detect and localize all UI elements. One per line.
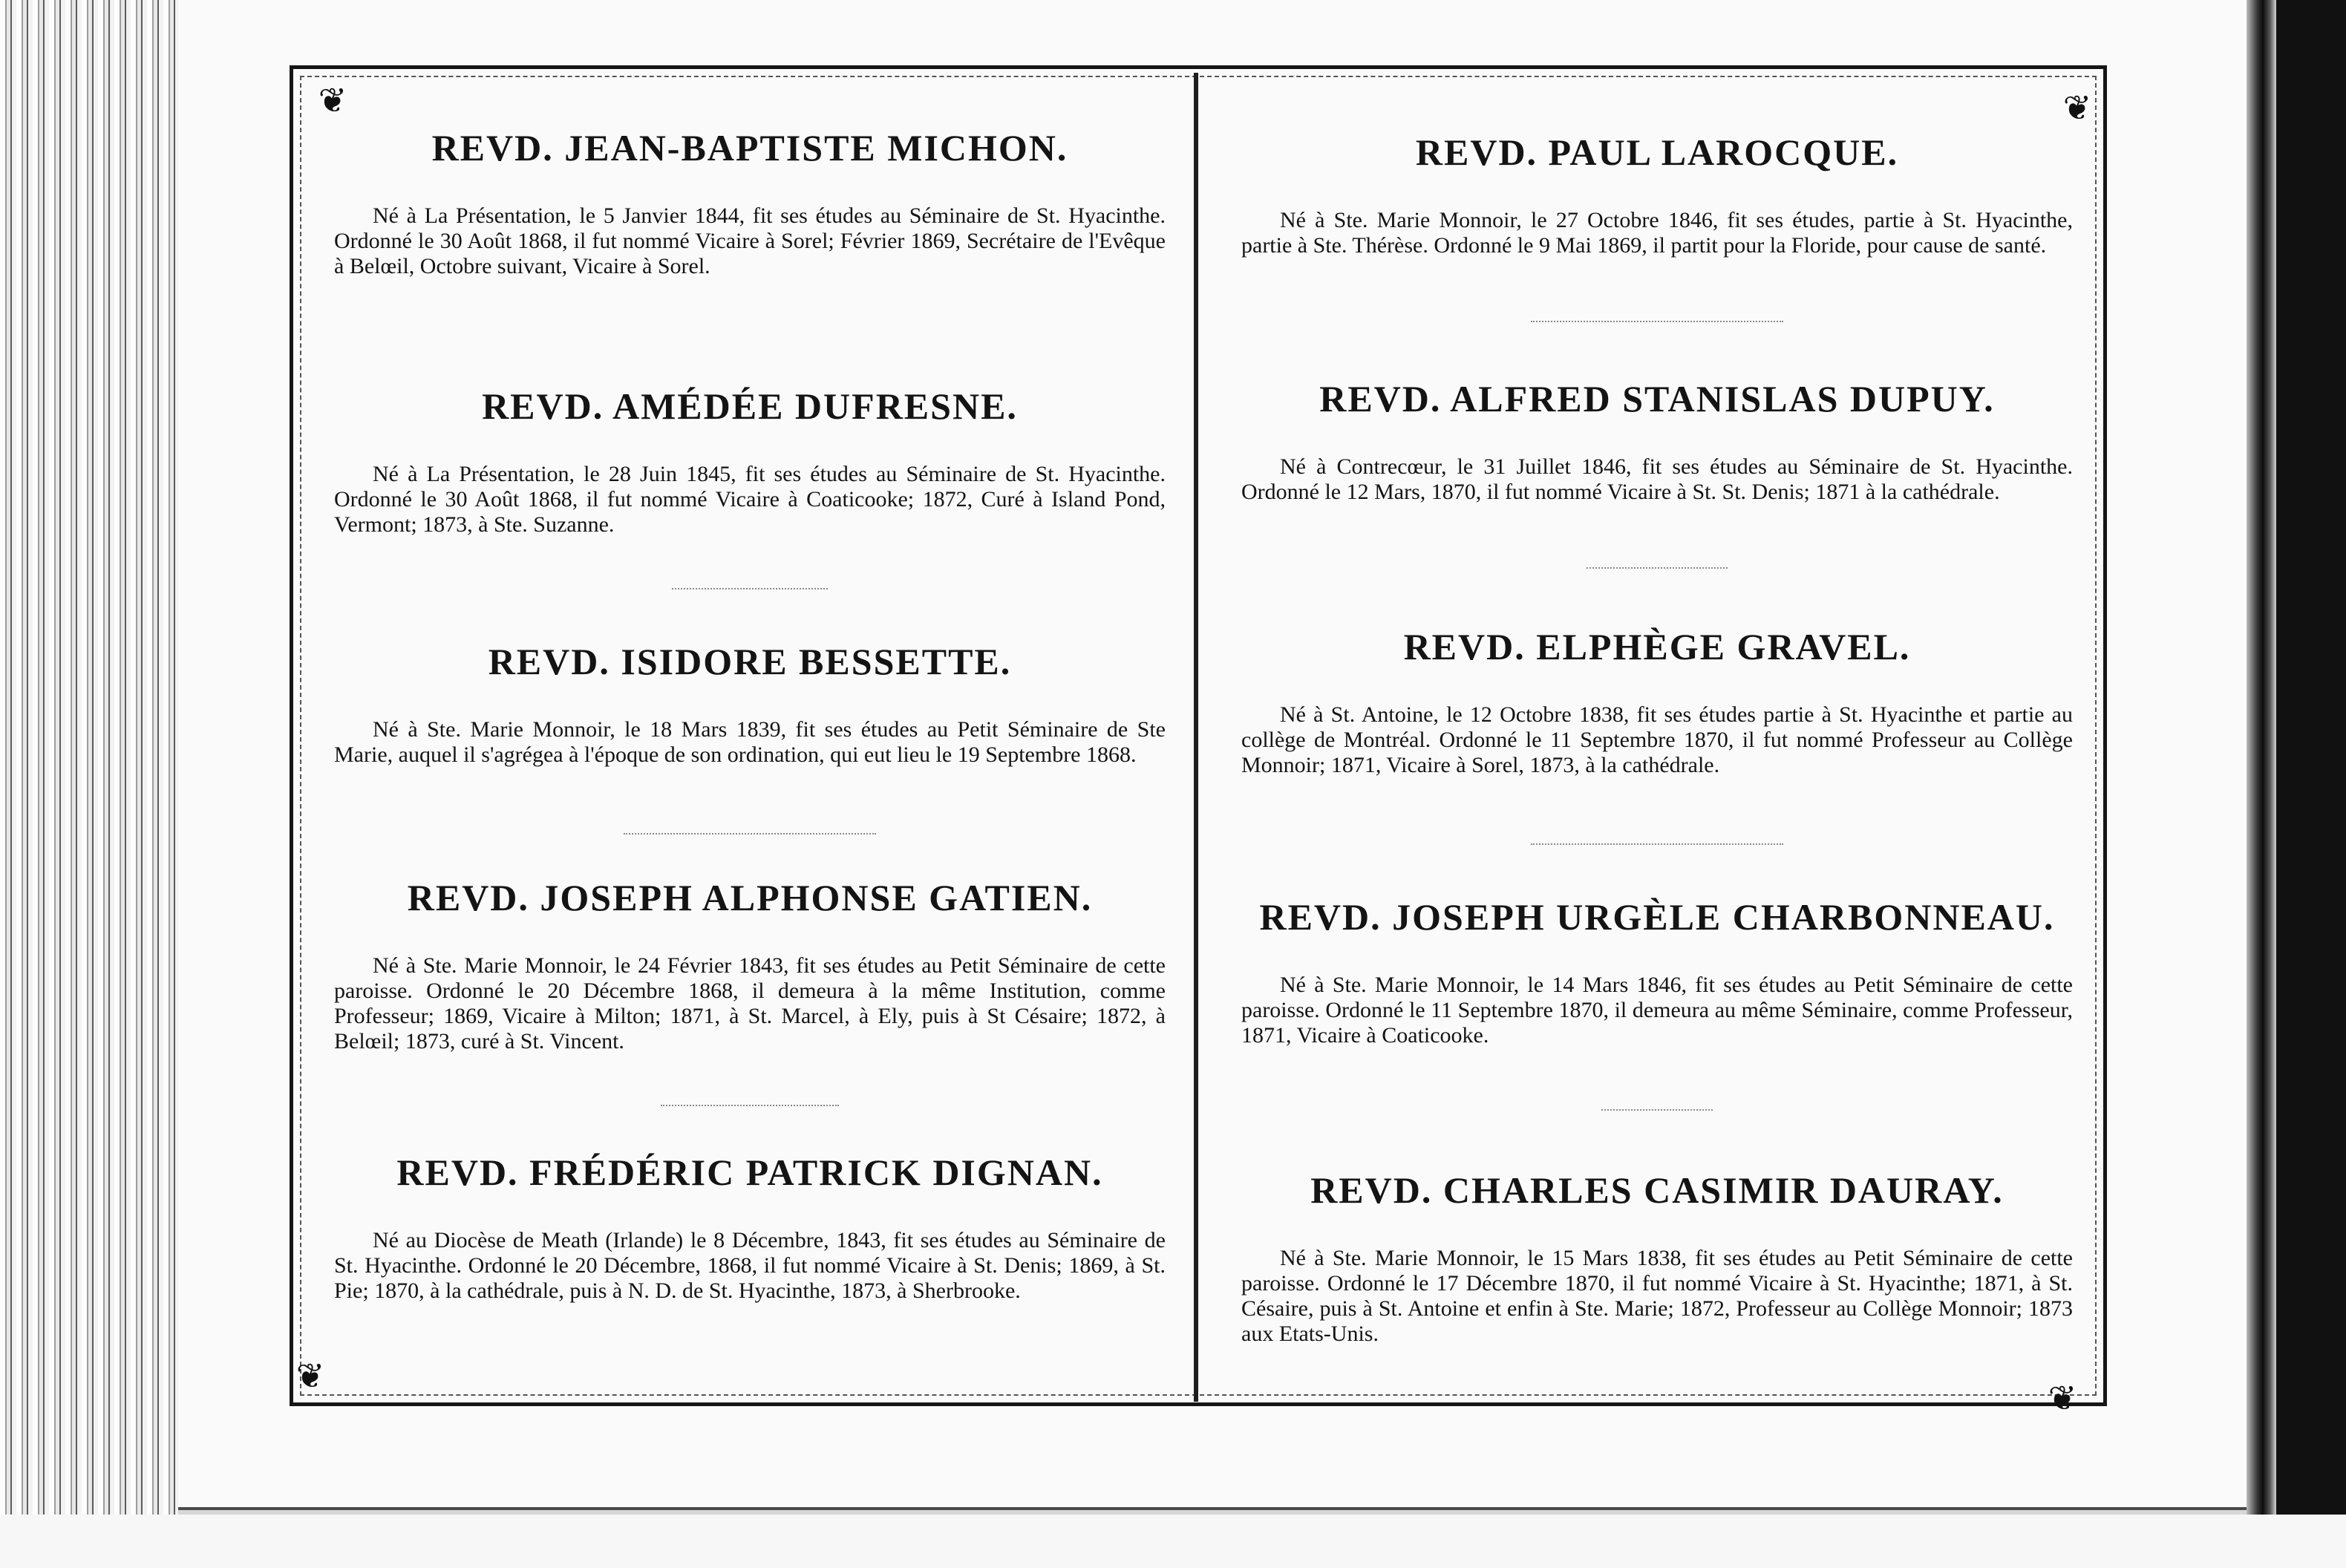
entry-heading: REVD. PAUL LAROCQUE. [1415, 131, 1899, 173]
entry-text: Né à Ste. Marie Monnoir, le 18 Mars 1839, fit ses études au Petit Séminaire de Ste Marie, auquel il s'agrégea à l'époque de son ordination, qui eut lieu le 19 Septembre 1868. [334, 717, 1166, 767]
entry-heading: REVD. JEAN-BAPTISTE MICHON. [431, 127, 1068, 169]
entry-text: Né à St. Antoine, le 12 Octobre 1838, fit ses études partie à St. Hyacinthe et partie au collège de Montréal. Ordonné le 11 Septembre 1870, il fut nommé Professeur au Collège Monnoir; 1871, Vicaire à Sorel, 1873, à la cathédrale. [1241, 702, 2073, 777]
entry-text: Né à Ste. Marie Monnoir, le 27 Octobre 1846, fit ses études, partie à St. Hyacinthe, partie à Ste. Thérèse. Ordonné le 9 Mai 1869, il partit pour la Floride, pour cause de santé. [1241, 208, 2073, 258]
entry-heading: REVD. AMÉDÉE DUFRESNE. [482, 385, 1018, 427]
entry-heading: REVD. FRÉDÉRIC PATRICK DIGNAN. [396, 1152, 1103, 1193]
book-spine [2247, 0, 2276, 1568]
entry-heading: REVD. ELPHÈGE GRAVEL. [1403, 626, 1911, 667]
biography-entry [1241, 131, 2073, 258]
column-divider [1194, 73, 1198, 1402]
entry-heading: REVD. JOSEPH ALPHONSE GATIEN. [407, 877, 1093, 918]
entry-text: Né à Ste. Marie Monnoir, le 14 Mars 1846, fit ses études au Petit Séminaire de cette paroisse. Ordonné le 11 Septembre 1870, il demeura au même Séminaire, comme Professeur, 1871, Vicaire à Coaticooke. [1241, 973, 2073, 1048]
corner-ornament-icon: ❦ [295, 1357, 325, 1395]
entry-heading: REVD. JOSEPH URGÈLE CHARBONNEAU. [1259, 896, 2055, 938]
entry-text: Né à La Présentation, le 28 Juin 1845, fit ses études au Séminaire de St. Hyacinthe. Ordonné le 30 Août 1868, il fut nommé Vicaire à Coaticooke; 1872, Curé à Island Pond, Vermont; 1873, à Ste. Suzanne. [334, 462, 1166, 537]
biography-entry [334, 385, 1166, 538]
biography-entry [334, 876, 1166, 1054]
corner-ornament-icon: ❦ [2048, 1379, 2077, 1417]
corner-ornament-icon: ❦ [2062, 89, 2092, 127]
separator-rule [1531, 321, 1783, 322]
biography-entry [1241, 895, 2073, 1048]
entry-heading: REVD. CHARLES CASIMIR DAURAY. [1310, 1169, 2004, 1211]
entry-text: Né à La Présentation, le 5 Janvier 1844, fit ses études au Séminaire de St. Hyacinthe. Ordonné le 30 Août 1868, il fut nommé Vicaire à Sorel; Février 1869, Secrétaire de l'Evêque à Belœil, Octobre suivant, Vicaire à Sorel. [334, 203, 1166, 278]
page-bottom-margin [0, 1515, 2346, 1568]
separator-rule [672, 588, 828, 589]
biography-entry [1241, 1169, 2073, 1347]
separator-rule [1601, 1109, 1713, 1111]
scan-border [2276, 0, 2346, 1568]
biography-entry [334, 640, 1166, 768]
entry-text: Né à Ste. Marie Monnoir, le 24 Février 1843, fit ses études au Petit Séminaire de cette paroisse. Ordonné le 20 Décembre 1868, il demeura à la même Institution, comme Professeur; 1869, Vicaire à Milton; 1871, à St. Marcel, à Ely, puis à St Césaire; 1872, à Belœil; 1873, curé à St. Vincent. [334, 953, 1166, 1054]
biography-entry [334, 1151, 1166, 1304]
entry-heading: REVD. ALFRED STANISLAS DUPUY. [1319, 378, 1995, 419]
separator-rule [1587, 567, 1728, 569]
corner-ornament-icon: ❦ [318, 82, 347, 120]
separator-rule [661, 1105, 839, 1106]
entry-text: Né à Contrecœur, le 31 Juillet 1846, fit ses études au Séminaire de St. Hyacinthe. Ordonné le 12 Mars, 1870, il fut nommé Vicaire à St. St. Denis; 1871 à la cathédrale. [1241, 454, 2073, 504]
biography-entry [1241, 625, 2073, 778]
separator-rule [1531, 843, 1783, 845]
entry-text: Né au Diocèse de Meath (Irlande) le 8 Décembre, 1843, fit ses études au Séminaire de St. Hyacinthe. Ordonné le 20 Décembre, 1868, il fut nommé Vicaire à St. Denis; 1869, à St. Pie; 1870, à la cathédrale, puis à N. D. de St. Hyacinthe, 1873, à Sherbrooke. [334, 1228, 1166, 1303]
biography-entry [334, 126, 1166, 279]
biography-entry [1241, 377, 2073, 505]
entry-heading: REVD. ISIDORE BESSETTE. [488, 641, 1012, 682]
entry-text: Né à Ste. Marie Monnoir, le 15 Mars 1838, fit ses études au Petit Séminaire de cette paroisse. Ordonné le 17 Décembre 1870, il fut nommé Vicaire à St. Hyacinthe; 1871, à St. Césaire, puis à St. Antoine et enfin à Ste. Marie; 1872, Professeur au Collège Monnoir; 1873 aux Etats-Unis. [1241, 1246, 2073, 1346]
separator-rule [624, 833, 876, 834]
